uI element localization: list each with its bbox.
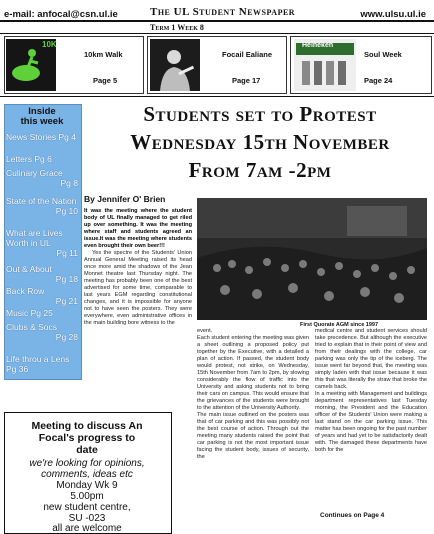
headline-line-3: From 7am -2pm [188, 158, 332, 182]
meeting-line-3: Monday Wk 9 [56, 480, 118, 491]
agm-photo [197, 198, 427, 320]
headline-line-2: Wednesday 15th November [130, 130, 390, 154]
sidebar-item-state-nation[interactable]: State of the Nation Pg 10 [6, 196, 78, 216]
promo-page-2: Page 17 [232, 76, 261, 85]
sidebar-item-news[interactable]: News Stories Pg 4 [6, 132, 76, 142]
promo-page-1: Page 5 [93, 76, 118, 85]
article-col1-text: Yes the spectre of the Students' Union Annual General Meeting raised its head once more amid the shadows of the Jean Monnet theatre last Thursday night. The meeting has probably been one of the best advertised for some time, comparable to last years EGM regarding constitutional changes, and it is impossible for anyone not to have seen the posters. They were everywhere, even administrative offices in the main building bore witness to the [84, 250, 192, 326]
meeting-line-5: new student centre, [43, 502, 131, 513]
meeting-heading-1: Meeting to discuss An [31, 420, 143, 432]
promo-rule [0, 96, 434, 97]
article-lead: It was the meeting where the student body of UL finally managed to get riled up over something. It was the meeting where staff and students agreed an issue.It was the meeting where students even brought their own beer!!! [84, 208, 192, 249]
article-column-1 [84, 208, 192, 430]
sidebar-item-back-row[interactable]: Back Row Pg 21 [6, 286, 78, 306]
promo-label-3: Soul Week [364, 50, 402, 59]
promo-logo-heineken: Heineken [302, 42, 334, 49]
issue-term-week: Term 1 Week 8 [150, 23, 204, 32]
meeting-line-7: all are welcome [52, 523, 122, 534]
article-column-3: medical centre and student services should take precedence. But although the executive tried to explain that in their point of view and from their dealings with the college, car parking was only the tip of the iceberg. The issue went far beyond that, the meeting was simply laden with that issue because it was this that was literally the straw that broke the camels back. In a meeting with Management and buildings department representatives last Tuesday morning, the President and the Education officer of the Students' Union were making a last stand on the car parking issue. This matter has been ongoing for the past number of years and had yet to be satisfactorily dealt with. The damaged these departments have both for the [315, 328, 427, 453]
meeting-line-2: comments, ideas etc [41, 469, 133, 480]
meeting-heading-2: Focal's progress to [38, 432, 136, 444]
sidebar-item-culinary[interactable]: Culinary Grace Pg 8 [6, 168, 78, 188]
article-column-2: event. Each student entering the meeting was given a sheet outlining a proposed policy put together by the Executive, with a detailed a plan of action. If passed, the student body would protest, not strike, on Wednesday, 15th November from 7am to 2pm, by slowing considerably the flow of traffic into the University and asking students not to bring their cars on campus. This would ensure that the grievances of the students were brought to the attention of the University Authority. The main issue outlined on the posters was that of car parking and this was possibly not the best course of action. Through out the meeting many students raised the point that car parking is not the most important issue facing the student body, issues of security, the [197, 328, 309, 460]
meeting-line-4: 5.00pm [70, 491, 104, 502]
promo-image-musician [150, 39, 200, 91]
sidebar-item-out-about[interactable]: Out & About Pg 18 [6, 264, 78, 284]
sidebar-item-lives-worth[interactable]: What are Lives Worth in UL Pg 11 [6, 228, 78, 258]
contact-email: e-mail: anfocal@csn.ul.ie [4, 9, 118, 20]
newspaper-title: The UL Student Newspaper [150, 6, 296, 18]
promo-page-3: Page 24 [364, 76, 393, 85]
byline: By Jennifer O' Brien [84, 194, 166, 204]
meeting-line-6: SU -023 [68, 513, 106, 524]
masthead-rule-bottom [0, 33, 434, 34]
sidebar-item-letters[interactable]: Letters Pg 6 [6, 154, 52, 164]
headline-line-1: Students set to Protest [143, 102, 377, 126]
continued-notice[interactable]: Continues on Page 4 [320, 512, 385, 519]
promo-label-1: 10km Walk [84, 50, 123, 59]
crowd-photo-icon [197, 198, 427, 320]
sidebar-item-clubs-socs[interactable]: Clubs & Socs Pg 28 [6, 322, 78, 342]
promo-label-2: Focail Ealiane [222, 50, 273, 59]
meeting-heading-3: date [76, 444, 98, 456]
sidebar-heading-1: Inside [28, 106, 56, 117]
sidebar-item-music[interactable]: Music Pg 25 [6, 308, 53, 318]
masthead-rule-top [0, 20, 434, 22]
promo-badge-10k: 10K [42, 40, 57, 49]
sidebar-item-life-lens[interactable]: Life throu a Lens Pg 36 [6, 354, 70, 374]
meeting-line-1: we're looking for opinions, [29, 458, 145, 469]
sidebar-heading-2: this week [20, 116, 64, 127]
website-url: www.ulsu.ul.ie [360, 9, 426, 20]
musician-photo-icon [150, 39, 200, 91]
photo-caption: First Quorate AGM since 1997 [300, 322, 379, 328]
